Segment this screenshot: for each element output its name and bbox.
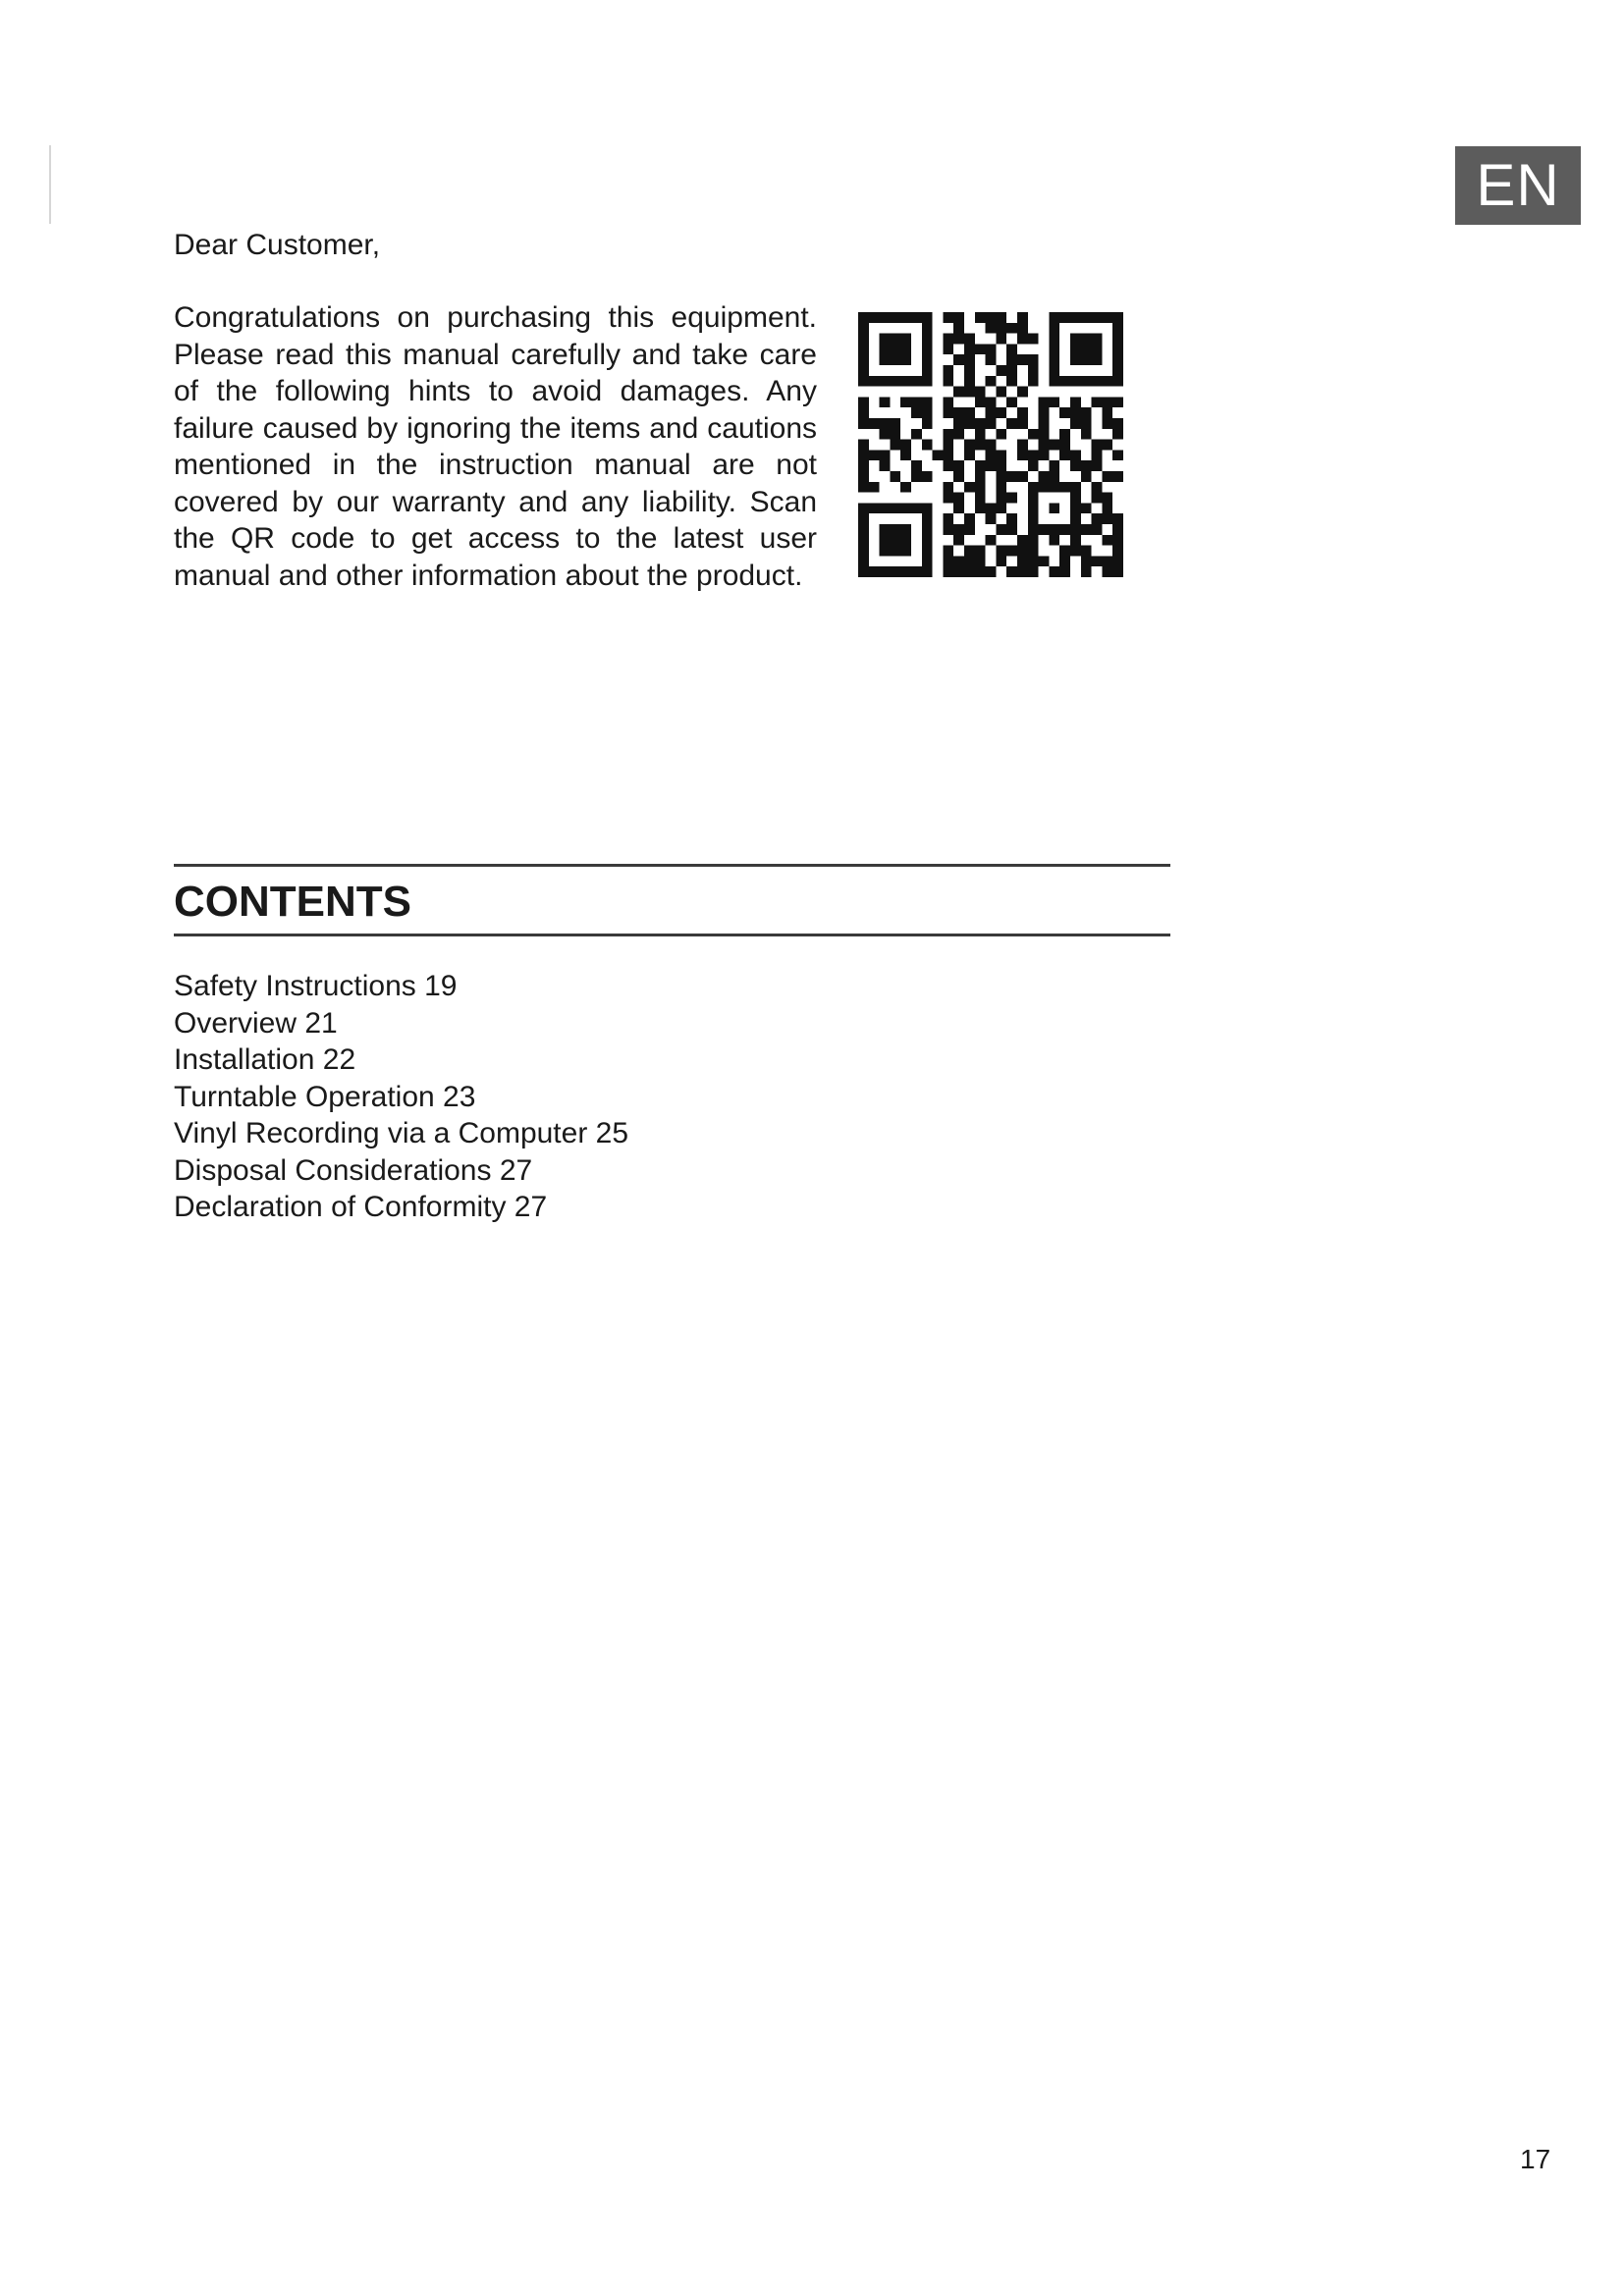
toc-item-overview[interactable]: Overview 21 bbox=[174, 1006, 338, 1040]
table-of-contents bbox=[174, 968, 628, 1226]
greeting: Dear Customer, bbox=[174, 229, 381, 261]
toc-item-safety-instructions[interactable]: Safety Instructions 19 bbox=[174, 970, 458, 1002]
toc-item-disposal-considerations[interactable]: Disposal Considerations 27 bbox=[174, 1153, 533, 1187]
toc-item-installation[interactable]: Installation 22 bbox=[174, 1043, 356, 1076]
contents-rule-bottom bbox=[174, 934, 1170, 936]
language-badge: EN bbox=[1455, 146, 1581, 225]
page-number: 17 bbox=[1520, 2144, 1551, 2174]
toc-item-vinyl-recording[interactable]: Vinyl Recording via a Computer 25 bbox=[174, 1117, 629, 1149]
toc-item-declaration-of-conformity[interactable]: Declaration of Conformity 27 bbox=[174, 1191, 548, 1223]
qr-code-icon[interactable] bbox=[858, 312, 1123, 577]
contents-heading: CONTENTS bbox=[174, 878, 411, 926]
page-edge-line bbox=[49, 145, 51, 224]
intro-paragraph: Congratulations on purchasing this equipment. Please read this manual carefully and take care of the following hints to avoid damages. Any failure caused by ignoring the items and cautions mentioned in the instruction manual are not covered by our warranty and any liability. Scan the QR code to get access to the latest user manual and other information about the product. bbox=[174, 301, 817, 592]
contents-rule-top bbox=[174, 864, 1170, 867]
toc-item-turntable-operation[interactable]: Turntable Operation 23 bbox=[174, 1080, 476, 1113]
